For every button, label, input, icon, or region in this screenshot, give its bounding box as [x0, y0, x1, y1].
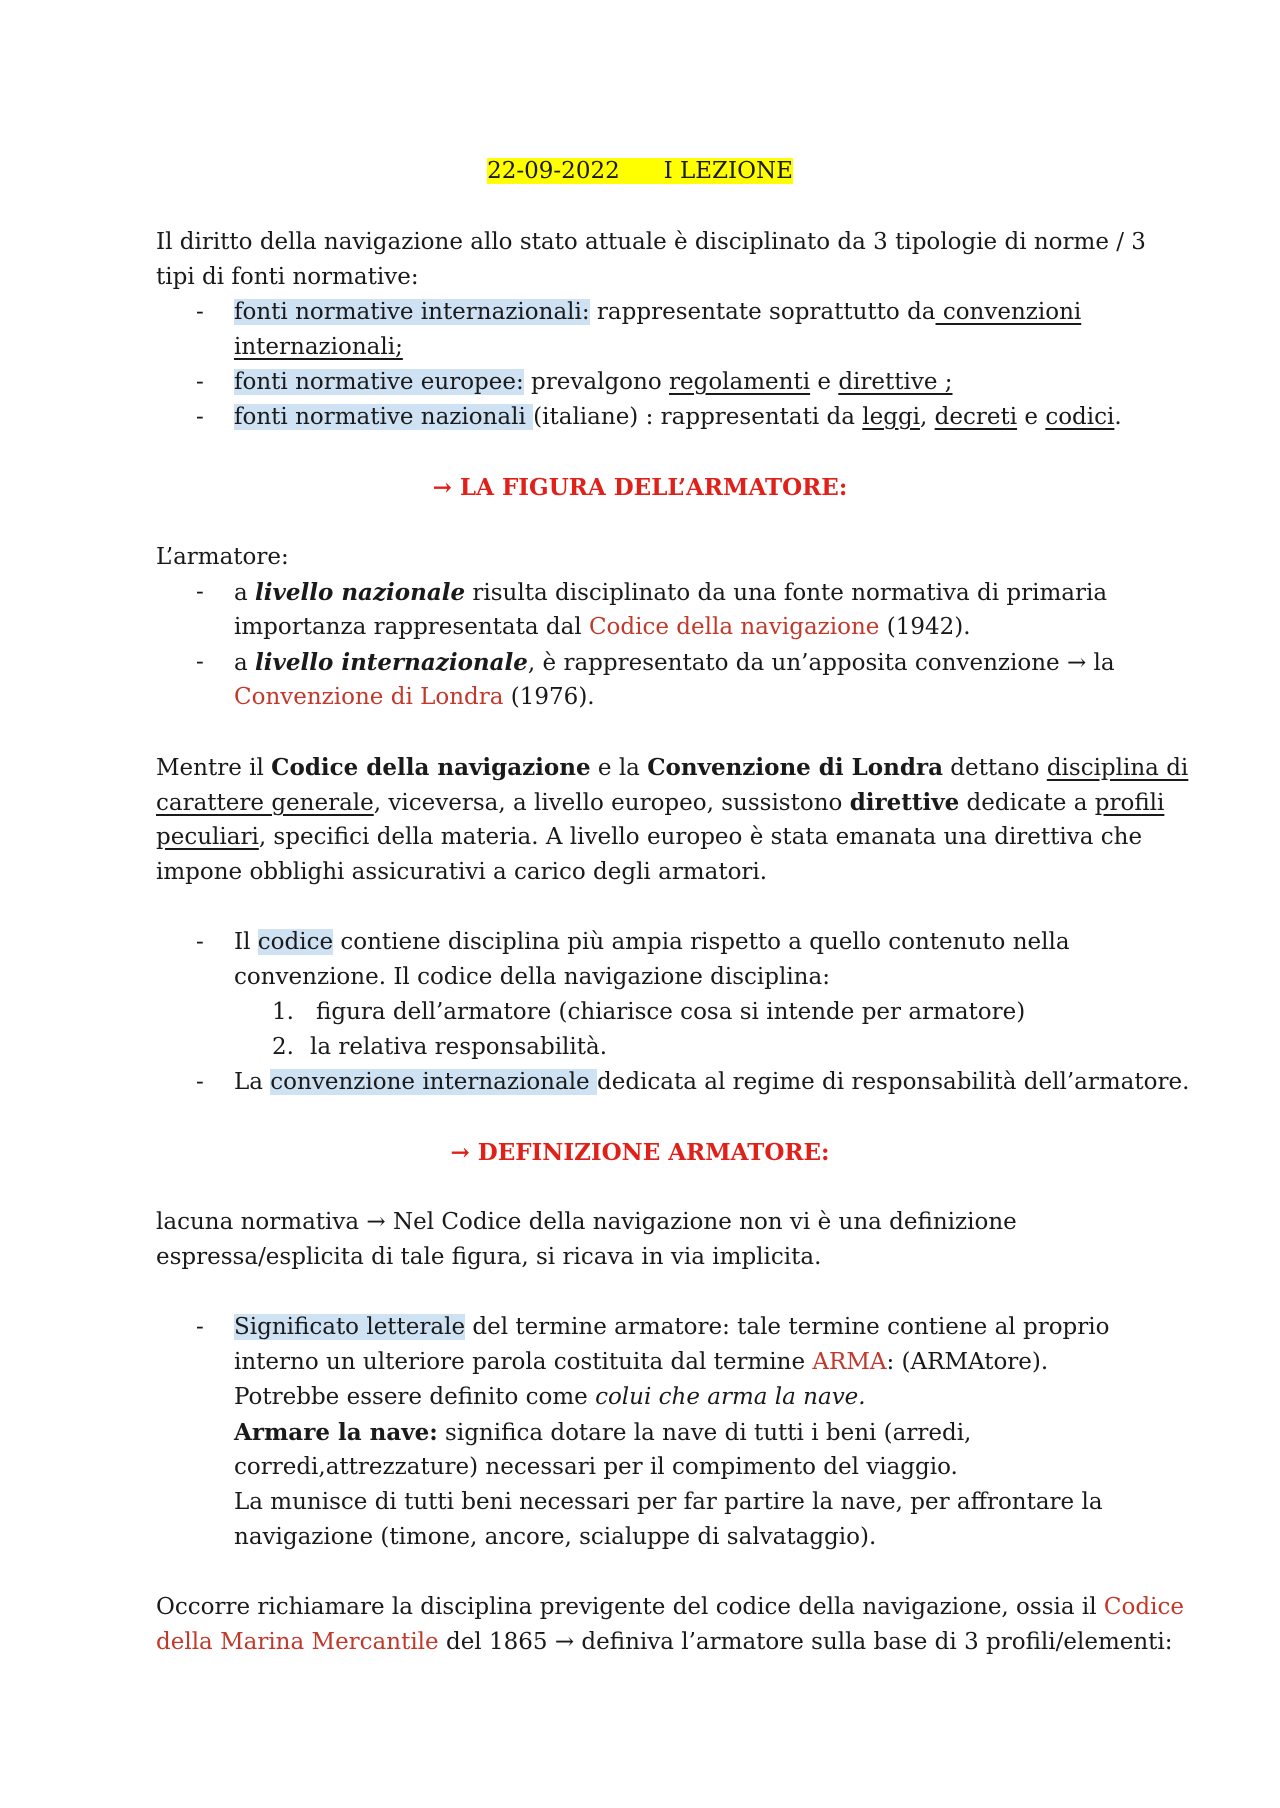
source-hl: fonti normative internazionali: — [234, 299, 590, 325]
text: Il — [234, 929, 258, 955]
list-dash: - — [196, 579, 204, 605]
para2-line-4: impone obblighi assicurativi a carico degli armatori. — [156, 859, 768, 885]
source-text: (italiane) : rappresentati da — [533, 404, 863, 430]
text: Occorre richiamare la disciplina previgente del codice della navigazione, ossia il — [156, 1594, 1104, 1620]
text: , specifici della materia. A livello europeo è stata emanata una direttiva che — [258, 824, 1143, 850]
text: del 1865 → definiva l’armatore sulla base di 3 profili/elementi: — [438, 1629, 1173, 1655]
source-european — [234, 365, 953, 400]
highlight: Significato letterale — [234, 1314, 466, 1340]
source-hl: fonti normative europee: — [234, 369, 524, 395]
significato-line-7: navigazione (timone, ancore, scialuppe di salvataggio). — [234, 1524, 877, 1550]
codice-line-2: convenzione. Il codice della navigazione disciplina: — [234, 964, 830, 990]
list-dash: - — [196, 929, 204, 955]
text: interno un ulteriore parola costituita dal termine — [234, 1349, 813, 1375]
numbered-item-num: 1. — [272, 999, 294, 1025]
page-title — [0, 154, 1280, 189]
bold-term: Convenzione di Londra — [647, 754, 943, 781]
text: : (ARMAtore). — [886, 1349, 1049, 1375]
section-heading-figura: → LA FIGURA DELL’ARMATORE: — [432, 474, 848, 501]
emphasis: livello nazionale — [255, 579, 466, 606]
final-line-1 — [156, 1590, 1184, 1625]
underline-term: peculiari — [156, 824, 259, 850]
text: importanza rappresentata dal — [234, 614, 589, 640]
text: (1976). — [503, 684, 595, 710]
highlight: convenzione internazionale — [270, 1069, 597, 1095]
source-international-cont: internazionali; — [234, 334, 403, 360]
armatore-internazionale-cont — [234, 680, 595, 715]
source-national — [234, 400, 1122, 435]
text: contiene disciplina più ampia rispetto a quello contenuto nella — [333, 929, 1070, 955]
section-heading-definizione: → DEFINIZIONE ARMATORE: — [450, 1139, 830, 1166]
text: , viceversa, a livello europeo, sussistono — [373, 790, 850, 816]
list-dash: - — [196, 649, 204, 675]
red-term: ARMA — [812, 1349, 887, 1375]
red-term: della Marina Mercantile — [156, 1629, 439, 1655]
para2-line-1 — [156, 750, 1188, 786]
emphasis: livello internazionale — [255, 649, 528, 676]
source-underline: convenzioni — [935, 299, 1082, 325]
source-international — [234, 295, 1081, 330]
lacuna-line-1: lacuna normativa → Nel Codice della navigazione non vi è una definizione — [156, 1209, 1017, 1235]
text: risulta disciplinato da una fonte normativa di primaria — [465, 580, 1108, 606]
text: a — [234, 650, 256, 676]
red-term: Codice — [1103, 1594, 1184, 1620]
list-dash: - — [196, 369, 204, 395]
source-underline: leggi — [862, 404, 921, 430]
text: dettano — [942, 755, 1047, 781]
para2-line-2 — [156, 785, 1164, 821]
significato-line-6: La munisce di tutti beni necessari per far partire la nave, per affrontare la — [234, 1489, 1103, 1515]
numbered-item-text: la relativa responsabilità. — [310, 1034, 608, 1060]
bold-term: Armare la nave: — [234, 1419, 438, 1446]
list-dash: - — [196, 1069, 204, 1095]
text: , è rappresentato da un’apposita convenzione → la — [527, 650, 1115, 676]
codice-line-3 — [234, 1065, 1189, 1100]
text: dedicata al regime di responsabilità dell’armatore. — [596, 1069, 1190, 1095]
intro-line-1: Il diritto della navigazione allo stato attuale è disciplinato da 3 tipologie di norme / 3 — [156, 229, 1146, 255]
red-term: Convenzione di Londra — [234, 684, 504, 710]
text: a — [234, 580, 256, 606]
armatore-nazionale — [234, 575, 1107, 611]
source-text: prevalgono — [523, 369, 669, 395]
title-date: 22-09-2022 — [487, 158, 620, 184]
bold-term: Codice della navigazione — [271, 754, 591, 781]
numbered-item-num: 2. — [272, 1034, 294, 1060]
italic-term: colui che arma la nave. — [595, 1384, 866, 1410]
significato-line-1 — [234, 1310, 1109, 1345]
text: Mentre il — [156, 755, 272, 781]
list-dash: - — [196, 1314, 204, 1340]
title-highlight — [487, 158, 793, 184]
significato-line-3 — [234, 1380, 866, 1415]
title-lesson: I LEZIONE — [663, 158, 793, 184]
text: (1942). — [879, 614, 971, 640]
bold-term: direttive — [849, 789, 960, 816]
numbered-item-text: figura dell’armatore (chiarisce cosa si intende per armatore) — [316, 999, 1026, 1025]
armatore-label: L’armatore: — [156, 544, 289, 570]
codice-line-1 — [234, 925, 1070, 960]
armatore-internazionale — [234, 645, 1115, 681]
source-underline: codici — [1045, 404, 1115, 430]
source-text: . — [1114, 404, 1122, 430]
source-text: e — [810, 369, 839, 395]
text: del termine armatore: tale termine contiene al proprio — [465, 1314, 1110, 1340]
list-dash: - — [196, 299, 204, 325]
underline-term: profili — [1094, 790, 1165, 816]
list-dash: - — [196, 404, 204, 430]
para2-line-3 — [156, 820, 1142, 855]
source-text: , — [920, 404, 935, 430]
source-underline: decreti — [934, 404, 1018, 430]
text: significa dotare la nave di tutti i beni (arredi, — [437, 1420, 972, 1446]
significato-line-5: corredi,attrezzature) necessari per il compimento del viaggio. — [234, 1454, 958, 1480]
highlight: codice — [257, 929, 334, 955]
armatore-nazionale-cont — [234, 610, 971, 645]
significato-line-2 — [234, 1345, 1048, 1380]
intro-line-2: tipi di fonti normative: — [156, 264, 419, 290]
text: dedicate a — [959, 790, 1095, 816]
source-text: e — [1017, 404, 1046, 430]
final-line-2 — [156, 1625, 1173, 1660]
text: e la — [590, 755, 648, 781]
text: Potrebbe essere definito come — [234, 1384, 596, 1410]
source-text: rappresentate soprattutto da — [589, 299, 936, 325]
significato-line-4 — [234, 1415, 971, 1451]
source-underline: regolamenti — [669, 369, 811, 395]
underline-term: carattere generale — [156, 790, 374, 816]
text: La — [234, 1069, 271, 1095]
underline-term: disciplina di — [1046, 755, 1189, 781]
lacuna-line-2: espressa/esplicita di tale figura, si ricava in via implicita. — [156, 1244, 822, 1270]
red-term: Codice della navigazione — [588, 614, 880, 640]
source-hl: fonti normative nazionali — [234, 404, 534, 430]
source-underline: direttive ; — [838, 369, 953, 395]
